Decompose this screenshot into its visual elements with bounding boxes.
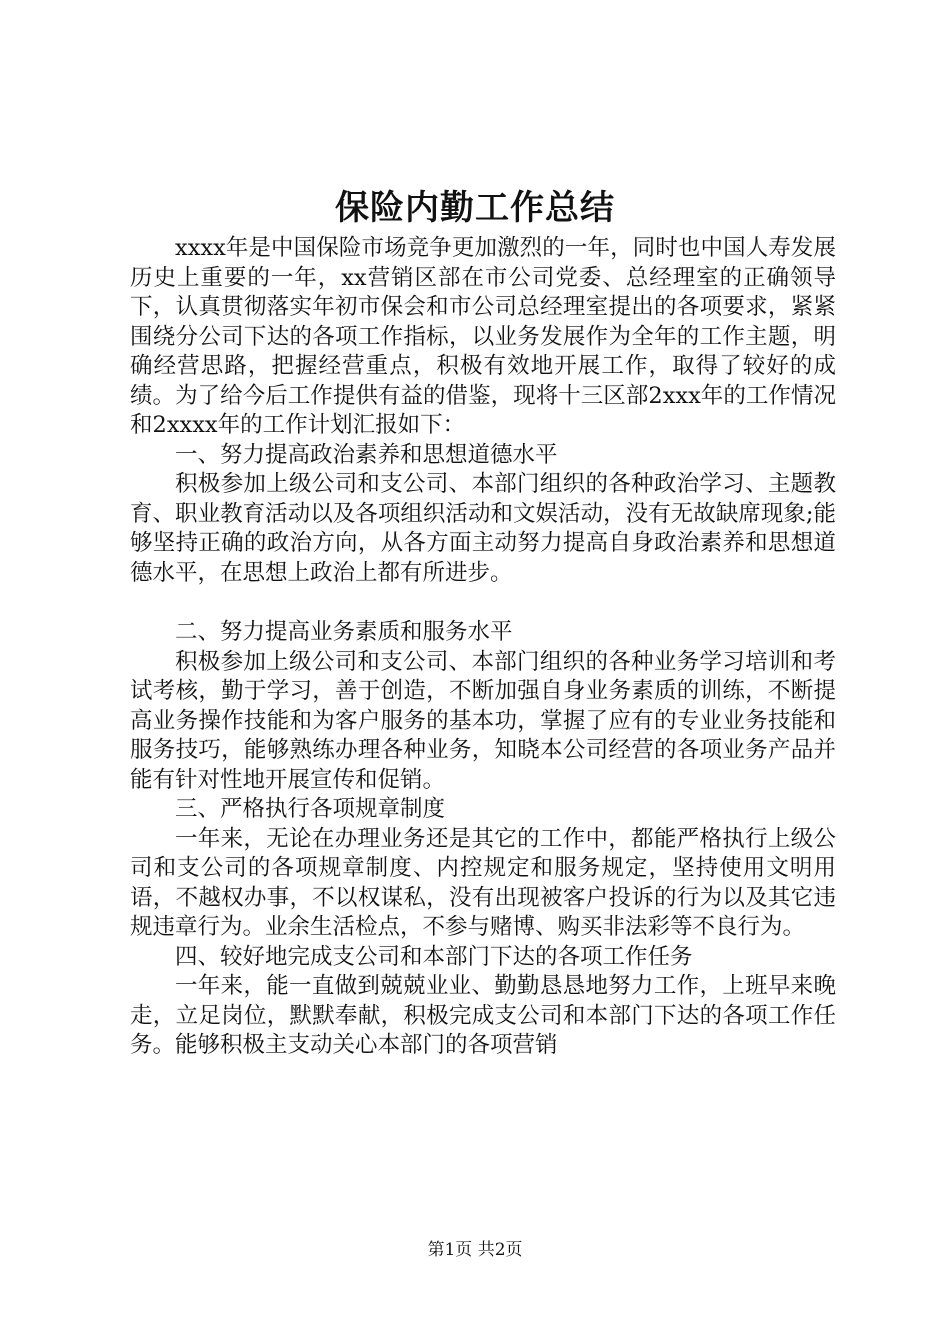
intro-paragraph: xxxx年是中国保险市场竞争更加激烈的一年，同时也中国人寿发展历史上重要的一年，xx营销区部在市公司党委、总经理室的正确领导下，认真贯彻落实年初市保会和市公司总经理室提出的各项要求，紧紧围绕分公司下达的各项工作指标，以业务发展作为全年的工作主题，明确经营思路，把握经营重点，积极有效地开展工作，取得了较好的成绩。为了给今后工作提供有益的借鉴，现将十三区部2xxx年的工作情况和2xxxx年的工作计划汇报如下：	[130, 235, 836, 438]
document-title: 保险内勤工作总结	[335, 188, 615, 228]
section-heading-4: 四、较好地完成支公司和本部门下达的各项工作任务	[175, 943, 693, 970]
document-body	[130, 234, 836, 1061]
section-text-4: 一年来，能一直做到兢兢业业、勤勤恳恳地努力工作，上班早来晚走，立足岗位，默默奉献，积极完成支公司和本部门下达的各项工作任务。能够积极主支动关心本部门的各项营销	[130, 973, 836, 1058]
section-text-2: 积极参加上级公司和支公司、本部门组织的各种业务学习培训和考试考核，勤于学习，善于创造，不断加强自身业务素质的训练，不断提高业务操作技能和为客户服务的基本功，掌握了应有的专业业务技能和服务技巧，能够熟练办理各种业务，知晓本公司经营的各项业务产品并能有针对性地开展宣传和促销。	[130, 648, 836, 793]
section-heading-3: 三、严格执行各项规章制度	[175, 796, 446, 822]
section-heading-2: 二、努力提高业务素质和服务水平	[175, 619, 513, 645]
section-text-1: 积极参加上级公司和支公司、本部门组织的各种政治学习、主题教育、职业教育活动以及各项组织活动和文娱活动，没有无故缺席现象;能够坚持正确的政治方向，从各方面主动努力提高自身政治素养和思想道德水平，在思想上政治上都有所进步。	[130, 471, 836, 586]
section-text-3: 一年来，无论在办理业务还是其它的工作中，都能严格执行上级公司和支公司的各项规章制度、内控规定和服务规定，坚持使用文明用语，不越权办事，不以权谋私，没有出现被客户投诉的行为以及其它违规违章行为。业余生活检点，不参与赌博、购买非法彩等不良行为。	[130, 825, 836, 940]
section-heading-1: 一、努力提高政治素养和思想道德水平	[175, 441, 558, 468]
page-footer: 第1页 共2页	[427, 1240, 523, 1260]
